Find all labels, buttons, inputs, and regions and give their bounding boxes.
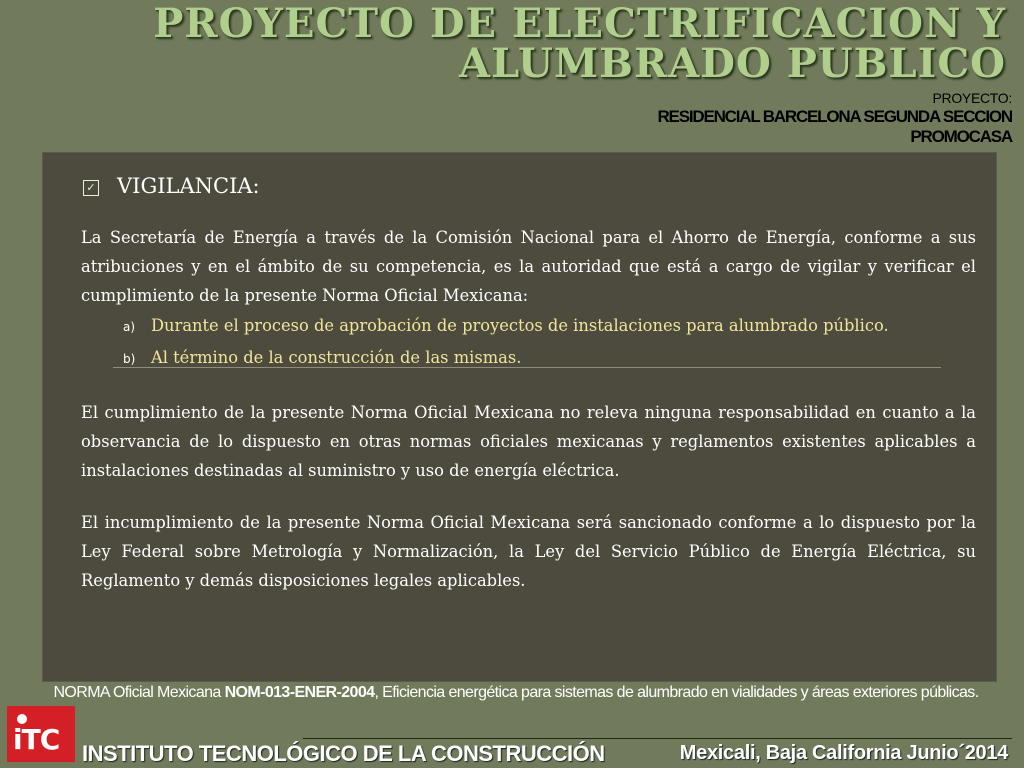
compliance-paragraph: El cumplimiento de la presente Norma Oficial Mexicana no releva ninguna responsabilidad en cuanto a la observancia de lo dispuesto en otras normas oficiales mexicanas y reglamentos existentes aplicables a instalaciones destinadas al suministro y uso de energía eléctrica. — [81, 403, 976, 480]
project-company: PROMOCASA — [910, 127, 1012, 146]
list-item-text: Durante el proceso de aprobación de proyectos de instalaciones para alumbrado público. — [151, 316, 889, 335]
content-panel — [43, 153, 996, 681]
institute-name: INSTITUTO TECNOLÓGICO DE LA CONSTRUCCIÓN — [82, 741, 605, 766]
place-date: Mexicali, Baja California Junio´2014 — [679, 742, 1008, 764]
norma-code: NOM-013-ENER-2004 — [224, 684, 375, 701]
list-item — [123, 343, 521, 374]
norma-reference — [36, 682, 996, 704]
section-heading-text: VIGILANCIA: — [117, 174, 260, 198]
slide-title: PROYECTO DE ELECTRIFICACION Y ALUMBRADO PUBLICO — [153, 0, 1006, 87]
list-item — [123, 311, 889, 342]
list-marker: b) — [123, 352, 136, 366]
project-name: RESIDENCIAL BARCELONA SEGUNDA SECCION — [657, 107, 1012, 126]
sanction-paragraph: El incumplimiento de la presente Norma Oficial Mexicana será sancionado conforme a lo dispuesto por la Ley Federal sobre Metrología y Normalización, la Ley del Servicio Público de Energía Eléctrica, su Reglamento y demás disposiciones legales aplicables. — [81, 513, 976, 590]
list-marker: a) — [123, 320, 136, 334]
itc-logo — [7, 706, 75, 762]
norma-prefix: NORMA Oficial Mexicana — [53, 684, 225, 701]
intro-paragraph: La Secretaría de Energía a través de la Comisión Nacional para el Ahorro de Energía, conforme a sus atribuciones y en el ámbito de su competencia, es la autoridad que está a cargo de vigilar y verificar el cumplimiento de la presente Norma Oficial Mexicana: — [81, 228, 976, 305]
norma-suffix: , Eficiencia energética para sistemas de alumbrado en vialidades y áreas exteriores públicas. — [374, 684, 979, 701]
divider — [113, 367, 941, 368]
project-info — [657, 90, 1012, 146]
list-item-text: Al término de la construcción de las mismas. — [151, 348, 522, 367]
project-label: PROYECTO: — [932, 90, 1012, 106]
footer-divider — [303, 738, 1012, 739]
section-heading — [83, 173, 260, 199]
checkbox-bullet-icon: ✓ — [83, 180, 99, 196]
logo-text: iTC — [13, 723, 60, 756]
